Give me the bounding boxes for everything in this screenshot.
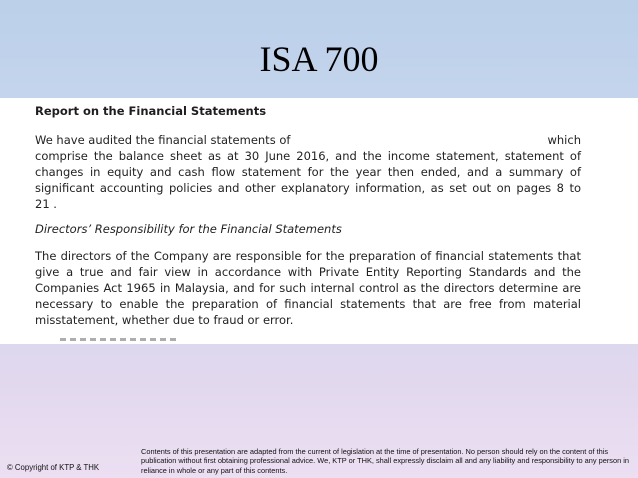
disclaimer-text: Contents of this presentation are adapted from the current of legislation at the time of presentation. No person should rely on the content of this publication without first obtaining professional advice. We, KTP or THK, shall expressly disclaim all and any liability and responsibility to any person in reliance in whole or any part of this contents. — [141, 447, 630, 475]
scanned-document-image — [0, 98, 638, 344]
responsibility-paragraph — [35, 248, 581, 328]
paragraph-line: 21 . — [35, 197, 57, 211]
paragraph-line-start: We have audited the financial statements of — [35, 133, 291, 147]
slide-title: ISA 700 — [259, 39, 379, 79]
document-subheading: Directors’ Responsibility for the Financial Statements — [35, 222, 342, 236]
document-heading: Report on the Financial Statements — [35, 104, 267, 118]
paragraph-line: comprise the balance sheet as at 30 June 2016, and the income statement, statement of — [35, 149, 581, 163]
copyright-text: © Copyright of KTP & THK — [7, 463, 100, 472]
paragraph-line: necessary to enable the preparation of financial statements that are free from material — [35, 297, 581, 311]
paragraph-line: changes in equity and cash flow statement for the year then ended, and a summary of — [35, 165, 581, 179]
paragraph-line: give a true and fair view in accordance with Private Entity Reporting Standards and the — [35, 265, 581, 279]
audit-paragraph — [35, 132, 581, 212]
paragraph-line: significant accounting policies and other explanatory information, as set out on pages 8 to — [35, 181, 581, 195]
paragraph-line-end: which — [547, 133, 581, 147]
paragraph-line: misstatement, whether due to fraud or error. — [35, 313, 294, 327]
paragraph-line — [35, 132, 581, 148]
paragraph-line: The directors of the Company are responsible for the preparation of financial statements that — [35, 249, 581, 263]
paragraph-line: Companies Act 1965 in Malaysia, and for such internal control as the directors determine are — [35, 281, 581, 295]
cropped-text-remnant — [60, 338, 180, 341]
